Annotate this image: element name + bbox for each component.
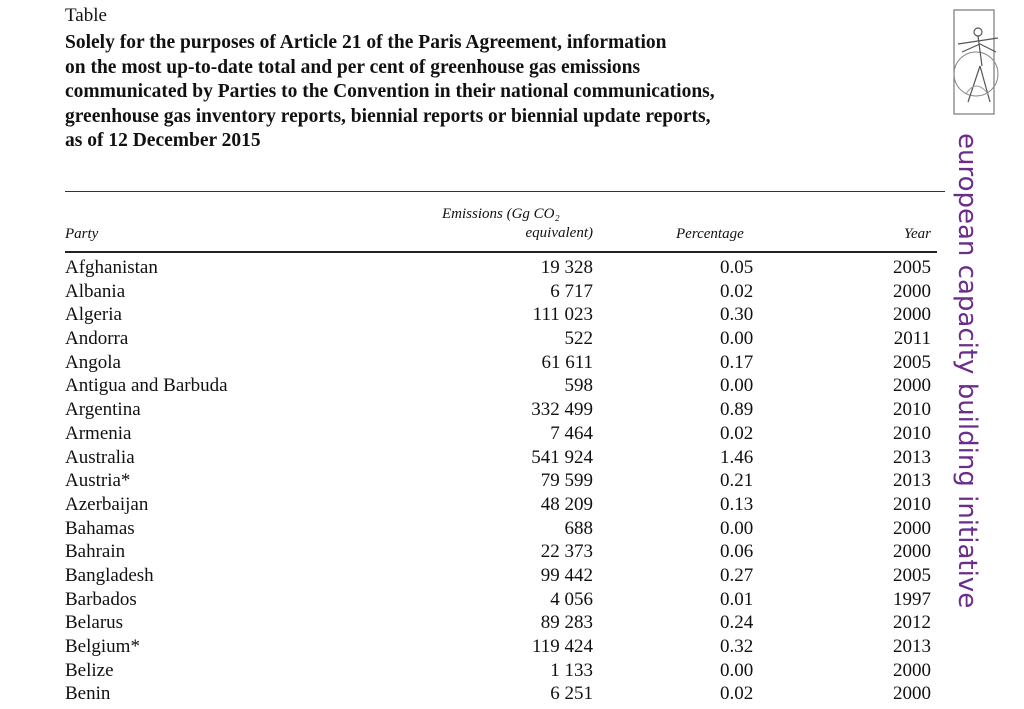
table-row [65, 351, 937, 375]
cell-year: 2010 [893, 422, 931, 444]
cell-year: 1997 [893, 588, 931, 610]
cell-percentage: 0.00 [720, 659, 754, 681]
cell-emissions: 48 209 [540, 493, 593, 515]
cell-party: Austria* [65, 470, 131, 492]
cell-percentage: 0.02 [720, 683, 754, 705]
table-row [65, 611, 937, 635]
table-title-line: communicated by Parties to the Convention in their national communications, [65, 81, 715, 102]
table-row [65, 280, 937, 304]
cell-party: Australia [65, 446, 135, 468]
cell-year: 2010 [893, 493, 931, 515]
cell-year: 2013 [893, 470, 931, 492]
cell-party: Antigua and Barbuda [65, 375, 228, 397]
cell-percentage: 0.21 [720, 470, 754, 492]
cell-percentage: 0.00 [720, 517, 754, 539]
cell-party: Afghanistan [65, 257, 158, 278]
cell-emissions: 598 [564, 375, 593, 397]
table-row [65, 446, 937, 470]
table-row [65, 422, 937, 446]
table-title [65, 31, 885, 154]
cell-percentage: 0.17 [720, 351, 754, 373]
cell-emissions: 22 373 [540, 541, 593, 563]
cell-year: 2000 [893, 304, 931, 326]
cell-percentage: 0.00 [720, 375, 754, 397]
cell-emissions: 1 133 [550, 659, 593, 681]
table-row [65, 469, 937, 493]
cell-emissions: 61 611 [541, 351, 593, 373]
cell-party: Angola [65, 351, 121, 373]
cell-year: 2000 [893, 683, 931, 705]
cell-emissions: 99 442 [540, 564, 593, 586]
cell-year: 2012 [893, 612, 931, 634]
cell-emissions: 688 [564, 517, 593, 539]
cell-emissions: 4 056 [550, 588, 593, 610]
cell-emissions: 7 464 [550, 422, 593, 444]
table-title-line: Solely for the purposes of Article 21 of the Paris Agreement, information [65, 32, 667, 53]
cell-emissions: 332 499 [531, 399, 593, 421]
cell-party: Azerbaijan [65, 493, 149, 515]
cell-percentage: 0.32 [720, 636, 754, 657]
table-top-rule [65, 191, 945, 192]
column-header-emissions [420, 205, 593, 243]
table-row [65, 659, 937, 683]
cell-emissions: 6 717 [550, 280, 593, 302]
table-row [65, 327, 937, 351]
cell-year: 2005 [893, 351, 931, 373]
cell-party: Benin [65, 683, 111, 705]
table-row [65, 540, 937, 564]
cell-year: 2005 [893, 257, 931, 278]
cell-emissions: 19 328 [540, 257, 593, 278]
column-header-year: Year [904, 226, 931, 242]
cell-year: 2000 [893, 659, 931, 681]
cell-emissions: 541 924 [531, 446, 593, 468]
cell-emissions: 119 424 [531, 636, 593, 657]
column-header-emissions-line2: equivalent) [525, 225, 593, 241]
table-row [65, 517, 937, 541]
cell-percentage: 0.05 [720, 257, 754, 278]
cell-party: Bahrain [65, 541, 126, 563]
table-row [65, 256, 937, 280]
cell-percentage: 0.00 [720, 328, 754, 350]
table-title-line: as of 12 December 2015 [65, 130, 261, 151]
cell-party: Algeria [65, 304, 122, 326]
cell-percentage: 0.27 [720, 564, 754, 586]
table-row [65, 303, 937, 327]
table-row [65, 635, 937, 659]
column-header-party: Party [65, 226, 99, 242]
cell-percentage: 0.13 [720, 493, 754, 515]
cell-party: Bahamas [65, 517, 135, 539]
cell-year: 2005 [893, 564, 931, 586]
ecbi-tagline: european capacity building initiative [952, 133, 982, 609]
cell-year: 2000 [893, 280, 931, 302]
cell-party: Belarus [65, 612, 124, 634]
table-row [65, 564, 937, 588]
cell-party: Albania [65, 280, 126, 302]
cell-year: 2011 [893, 328, 931, 350]
column-header-percentage: Percentage [676, 226, 744, 242]
cell-percentage: 0.24 [720, 612, 754, 634]
cell-party: Barbados [65, 588, 137, 610]
cell-year: 2010 [893, 399, 931, 421]
cell-percentage: 0.01 [720, 588, 754, 610]
cell-party: Belgium* [65, 636, 140, 657]
cell-party: Belize [65, 659, 114, 681]
table-row [65, 682, 937, 706]
cell-percentage: 0.89 [720, 399, 754, 421]
table-row [65, 588, 937, 612]
cell-percentage: 0.02 [720, 280, 754, 302]
cell-percentage: 0.02 [720, 422, 754, 444]
table-row [65, 374, 937, 398]
cell-year: 2000 [893, 541, 931, 563]
cell-year: 2013 [893, 636, 931, 657]
cell-year: 2000 [893, 517, 931, 539]
table-header-rule [65, 251, 937, 253]
table-title-line: on the most up-to-date total and per cent of greenhouse gas emissions [65, 56, 641, 78]
table-caption-label: Table [65, 5, 107, 26]
cell-emissions: 522 [564, 328, 593, 350]
cell-percentage: 0.30 [720, 304, 754, 326]
cell-party: Argentina [65, 399, 141, 421]
cell-emissions: 89 283 [540, 612, 593, 634]
table-row [65, 493, 937, 517]
cell-emissions: 79 599 [540, 470, 593, 492]
cell-year: 2000 [893, 375, 931, 397]
cell-percentage: 1.46 [720, 446, 754, 468]
cell-emissions: 6 251 [550, 683, 593, 705]
cell-emissions: 111 023 [532, 304, 593, 326]
cell-percentage: 0.06 [720, 541, 754, 563]
cell-party: Armenia [65, 422, 132, 444]
table-row [65, 398, 937, 422]
cell-party: Bangladesh [65, 564, 154, 586]
cell-party: Andorra [65, 328, 129, 350]
cell-year: 2013 [893, 446, 931, 468]
vitruvian-figure-logo-icon [952, 8, 1004, 120]
table-title-line: greenhouse gas inventory reports, biennial reports or biennial update reports, [65, 105, 711, 127]
table-body [65, 256, 937, 706]
column-header-emissions-line1: Emissions (Gg CO₂ [442, 206, 560, 222]
